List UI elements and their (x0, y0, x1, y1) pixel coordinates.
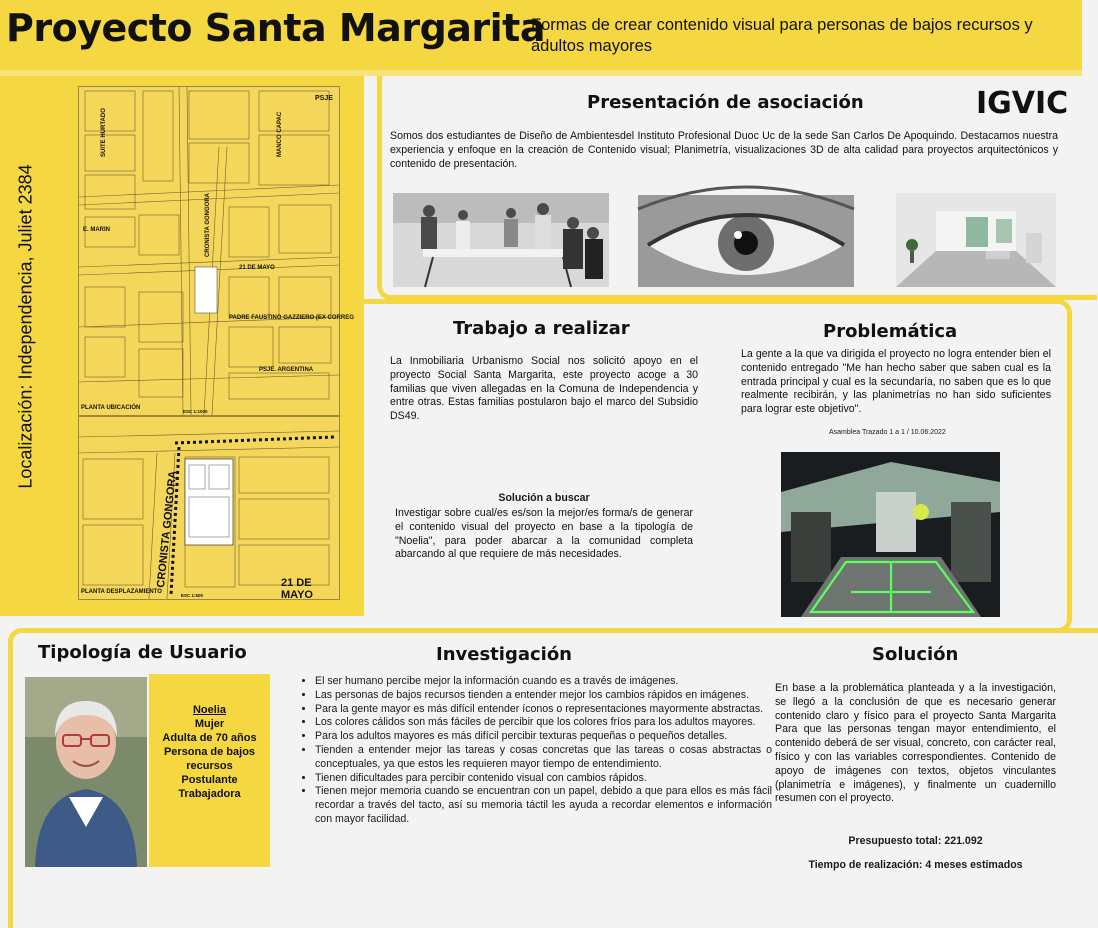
map-label-psje: PSJE (315, 95, 333, 102)
map-planta-desplazamiento (78, 416, 340, 600)
photo-team-meeting (393, 193, 609, 287)
page-subtitle: Formas de crear contenido visual para personas de bajos recursos y adultos mayores (531, 16, 1033, 55)
map-label-21-mayo: 21 DE MAYO (239, 265, 275, 271)
map-label-argentina: PSJE. ARGENTINA (259, 367, 314, 373)
map-label-cronista-big: CRONISTA GONGORA (155, 470, 180, 589)
list-item: • Tienen mejor memoria cuando se encuentran con un papel, debido a que para ellos es más fácil recordar a través del tacto, así su memoria táctil les ayuda a recordar elementos e información con mayor facilidad. (315, 785, 772, 826)
map-label-planta-ubicacion: PLANTA UBICACIÓN (81, 405, 141, 411)
problematica-body: La gente a la que va dirigida el proyecto no logra entender bien el contenido entregado "Me han hecho saber que saben cual es la entrada principal y cual es la secundaría, no saben que es lo que realmente recibirán, y las planimetrías no han sido suficientes para lograr este objetivo". (741, 348, 1051, 416)
list-item: • Los colores cálidos son más fáciles de percibir que los colores fríos para los adultos mayores. (315, 716, 772, 730)
problematica-title: Problemática (823, 321, 958, 342)
location-label: Localización: Independencia, Juliet 2384 (15, 164, 36, 489)
list-item: • Las personas de bajos recursos tienden a entender mejor los cambios rápidos en imágenes. (315, 689, 772, 703)
map-label-planta-desplazamiento: PLANTA DESPLAZAMIENTO (81, 589, 162, 595)
map-label-cronista: CRONISTA GONGORA (205, 193, 211, 257)
map-label-manco-capac: MANCO CAPAC (277, 111, 283, 157)
user-attr: Adulta de 70 años (162, 732, 257, 744)
photo-night-courtyard (781, 452, 1000, 617)
solucion-buscar-title: Solución a buscar (498, 492, 590, 504)
solucion-buscar-body: Investigar sobre cual/es es/son la mejor/es forma/s de generar el contenido visual del proyecto en base a la tipología de "Noelia", para poder abarcar a la comunidad completa abarcando al que requiere de más necesidades. (395, 507, 693, 561)
user-card (149, 674, 270, 867)
user-attr: Persona de bajos recursos (163, 746, 256, 772)
map-label-suite-hurtado: SUITE HURTADO (101, 108, 107, 157)
solucion-title: Solución (872, 644, 959, 665)
map-planta-ubicacion (78, 86, 354, 416)
igvic-logo: IGVIC (976, 86, 1069, 121)
user-attr: Trabajadora (178, 788, 241, 800)
user-attr: Postulante (181, 774, 238, 786)
solucion-body: En base a la problemática planteada y a la investigación, se llegó a la conclusión de que es necesario generar contenido claro y físico para el proyecto Santa Margarita Para que las personas tengan mayor entendimiento, el contenido deberá de ser visual, concreto, con carácter real, físico y con las variables correspondientes. Contenido de apoyo de imágenes con textos, objetos vinculantes (planimetría e imágenes), y finalmente un cuadernillo resumen con el proyecto. (775, 682, 1056, 805)
map-label-esc-1000: ESC 1:1000 (183, 409, 208, 414)
presentacion-body: Somos dos estudiantes de Diseño de Ambientesdel Instituto Profesional Duoc Uc de la sede San Carlos De Apoquindo. Destacamos nuestra experiencia y enfoque en la creación de Contenido visual; Planimetría, visualizaciones 3D de alta calidad para proyectos arquitectónicos y contenido de presentación. (390, 130, 1058, 170)
user-attr: Mujer (194, 718, 225, 730)
photo-interior-render (896, 193, 1056, 287)
presupuesto-total: Presupuesto total: 221.092 (848, 835, 983, 847)
photo-noelia-portrait (25, 677, 147, 867)
trabajo-title: Trabajo a realizar (453, 318, 630, 339)
list-item: • Tienen dificultades para percibir contenido visual con cambios rápidos. (315, 772, 772, 786)
list-item: • Para la gente mayor es más difícil entender íconos o representaciones mayormente abstractas. (315, 703, 772, 717)
list-item: • Tienden a entender mejor las tareas y cosas concretas que las tareas o cosas abstractas o conceptuales, ya que estos les requieren mayor tiempo de entendimiento. (315, 744, 772, 772)
photo-eye (638, 195, 854, 287)
investigacion-title: Investigación (436, 644, 572, 665)
tiempo-realizacion: Tiempo de realización: 4 meses estimados (808, 859, 1023, 871)
presentacion-title: Presentación de asociación (587, 92, 864, 113)
map-label-esc-500: ESC 1:500 (181, 593, 204, 598)
trabajo-body: La Inmobiliaria Urbanismo Social nos solicitó apoyo en el proyecto Social Santa Margarita, este proyecto acoge a 30 familias que viven allegadas en la Comuna de Independencia y entre otras. Estas familias postularon bajo el marco del Subsidio DS49. (390, 355, 698, 423)
list-item: • El ser humano percibe mejor la información cuando es a través de imágenes. (315, 675, 772, 689)
investigacion-list (304, 675, 772, 827)
list-item: • Para los adultos mayores es más difícil percibir texturas pequeñas o pequeños detalles. (315, 730, 772, 744)
map-desplazamiento-drawing (79, 417, 339, 599)
tipologia-title: Tipología de Usuario (38, 642, 247, 663)
map-label-marin: E. MARIN (83, 227, 110, 233)
map-label-mayo-big: 21 DE MAYO (281, 577, 313, 601)
problematica-source: Asamblea Trazado 1 a 1 / 10.06.2022 (829, 429, 946, 436)
page-title: Proyecto Santa Margarita (6, 6, 545, 50)
map-label-gazziero: PADRE FAUSTINO GAZZIERO (EX CORREG (229, 315, 354, 321)
user-name: Noelia (192, 704, 226, 716)
